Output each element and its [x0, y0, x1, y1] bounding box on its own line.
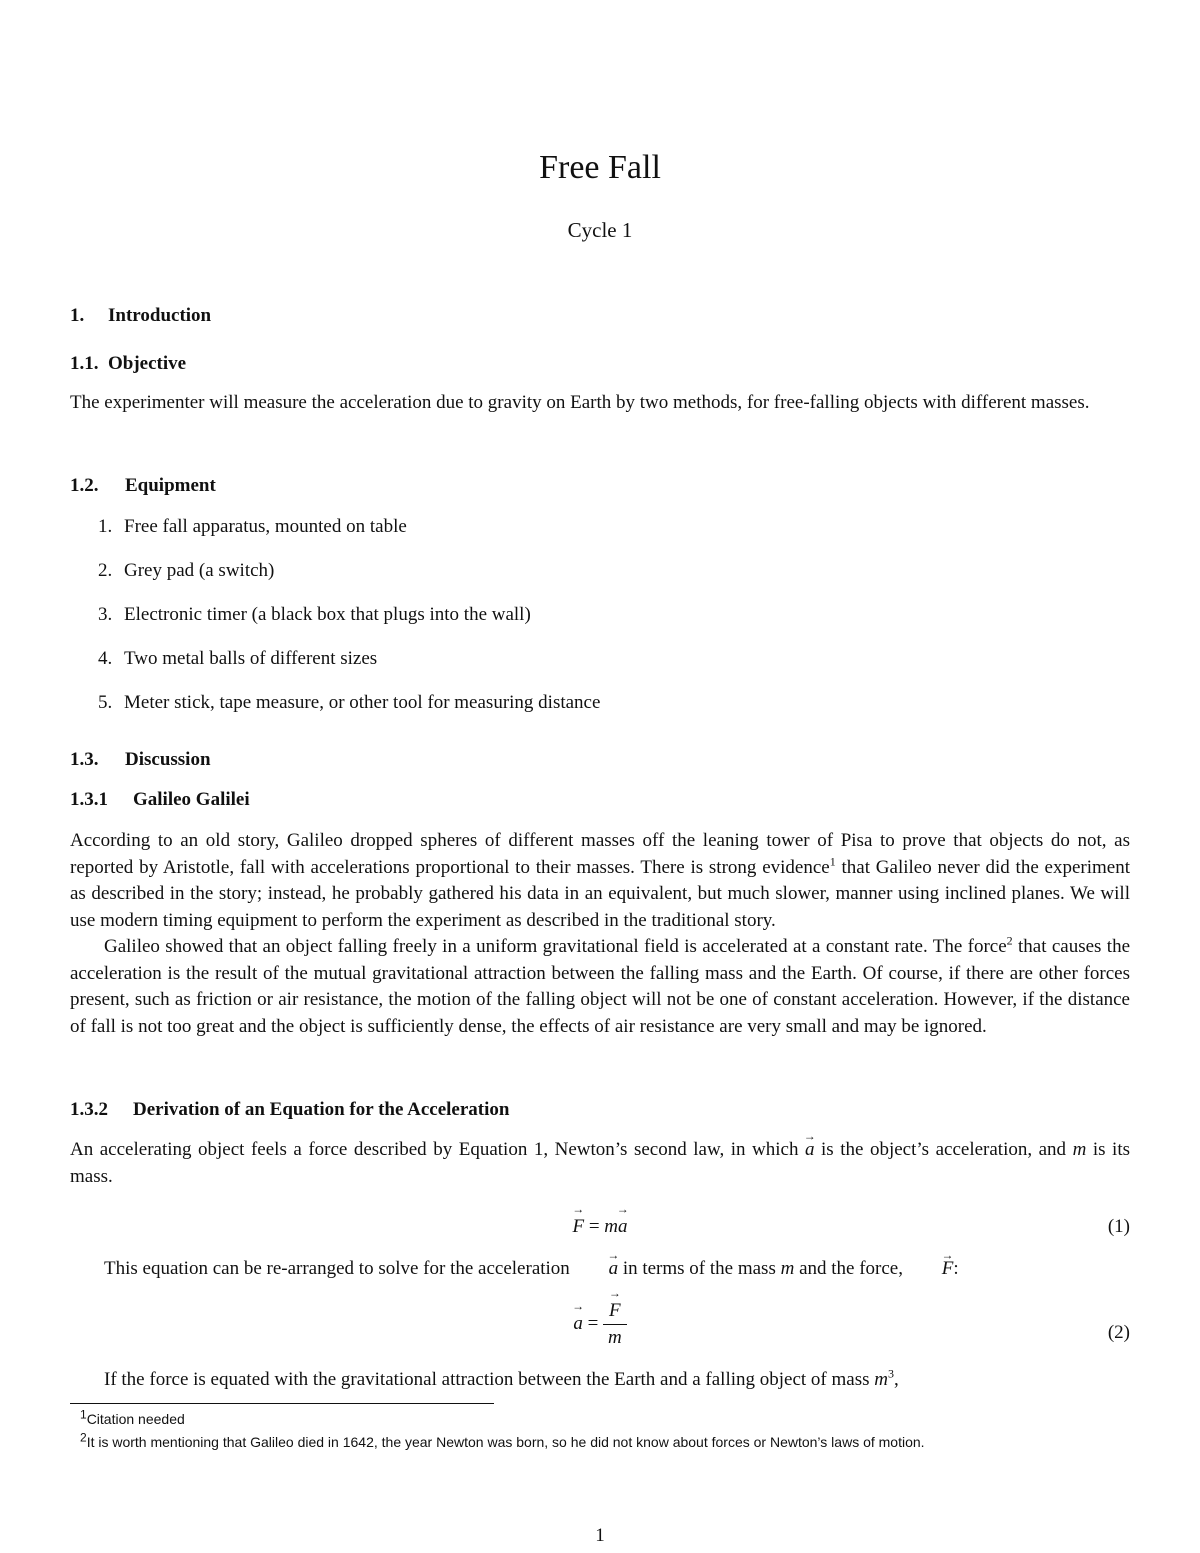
- vector-a: → a: [805, 1137, 815, 1164]
- text-run: :: [953, 1258, 959, 1279]
- footnote-text: It is worth mentioning that Galileo died in 1642, the year Newton was born, so he did not know about forces or Newton’s laws of motion.: [86, 1434, 925, 1450]
- vector-F: → F: [609, 1300, 621, 1322]
- text-run: that Galileo never did the experiment as described in the story; instead, he probably gathered his data in an equivalent, but much slower, manner using inclined planes. We will use modern timing equipment to perform the experiment as described in the traditional story.: [70, 856, 1131, 931]
- heading-introduction: [70, 304, 211, 328]
- item-text: Electronic timer (a black box that plugs into the wall): [124, 604, 531, 625]
- equipment-item: [98, 691, 600, 715]
- heading-number: 1.2.: [70, 475, 99, 496]
- equipment-item: [98, 603, 531, 627]
- text-run: that causes the acceleration is the result of the mutual gravitational attraction between the falling mass and the Earth. Of course, if there are other forces present, such as friction or air resistance, the motion of the falling object will not be one of constant acceleration. However, if the distance of fall is not too great and the object is sufficiently dense, the effects of air resistance are very small and may be ignored.: [70, 936, 1131, 1037]
- heading-galileo: [70, 788, 250, 812]
- vector-F: → F: [908, 1256, 954, 1283]
- fraction: [603, 1300, 627, 1349]
- heading-discussion: [70, 748, 211, 772]
- symbol-m: m: [780, 1258, 795, 1279]
- text-run: ,: [894, 1369, 899, 1390]
- text-run: This equation can be re-arranged to solve for the acceleration: [104, 1258, 575, 1279]
- galileo-paragraph-1: [70, 828, 1130, 934]
- footnote-ref-1[interactable]: 1: [829, 854, 836, 869]
- item-number: 1.: [98, 516, 113, 537]
- equation-2: [70, 1300, 1130, 1360]
- heading-number: 1.3.: [70, 749, 99, 770]
- vector-a: → a: [618, 1216, 628, 1238]
- equation-number: (1): [1107, 1216, 1130, 1237]
- derivation-paragraph-1: [70, 1137, 1130, 1190]
- footnote-mark: 1: [80, 1407, 87, 1422]
- equipment-item: [98, 647, 377, 671]
- text-run: is the object’s acceleration, and: [814, 1139, 1073, 1160]
- objective-paragraph: The experimenter will measure the acceleration due to gravity on Earth by two methods, for free-falling objects with different masses.: [70, 392, 1090, 413]
- footnote-mark: 2: [80, 1430, 87, 1445]
- equals-sign: =: [582, 1312, 604, 1334]
- text-run: According to an old story, Galileo dropped spheres of different masses off the leaning tower of Pisa to prove that objects do not, as reported by Aristotle, fall with accelerations proportional to their masses. There is strong evidence: [70, 830, 1130, 878]
- footnote-ref-3[interactable]: 3: [888, 1366, 894, 1381]
- text-run: in terms of the mass: [618, 1258, 781, 1279]
- heading-text: Objective: [108, 353, 187, 374]
- item-number: 5.: [98, 692, 113, 713]
- item-text: Two metal balls of different sizes: [124, 648, 378, 669]
- document-title: Free Fall: [539, 149, 661, 186]
- vector-F: → F: [572, 1216, 584, 1238]
- heading-derivation: [70, 1098, 509, 1122]
- text-run: is its mass.: [70, 1139, 1130, 1187]
- equipment-item: [98, 559, 274, 583]
- equipment-item: [98, 515, 407, 539]
- heading-text: Galileo Galilei: [133, 789, 250, 810]
- text-run: If the force is equated with the gravitational attraction between the Earth and a falling object of mass: [104, 1369, 875, 1390]
- heading-text: Equipment: [125, 475, 216, 496]
- derivation-paragraph-2: [70, 1256, 1130, 1283]
- text-run: Galileo showed that an object falling freely in a uniform gravitational field is accelerated at a constant rate. The force: [104, 936, 1007, 957]
- footnote-text: Citation needed: [86, 1411, 185, 1427]
- item-text: Meter stick, tape measure, or other tool for measuring distance: [124, 692, 601, 713]
- footnote-2: [80, 1430, 925, 1451]
- heading-equipment: [70, 474, 216, 498]
- heading-number: 1.1.: [70, 353, 99, 374]
- page-number: 1: [595, 1525, 605, 1546]
- item-text: Free fall apparatus, mounted on table: [124, 516, 407, 537]
- vector-a: → a: [573, 1313, 583, 1335]
- equals-sign: =: [584, 1216, 605, 1237]
- symbol-m: m: [874, 1369, 888, 1390]
- symbol-m: m: [604, 1216, 619, 1237]
- vector-a: → a: [575, 1256, 619, 1283]
- heading-number: 1.3.2: [70, 1099, 108, 1120]
- symbol-m: m: [607, 1327, 622, 1348]
- item-number: 3.: [98, 604, 113, 625]
- derivation-paragraph-3: [70, 1367, 1130, 1394]
- footnote-1: [80, 1407, 185, 1428]
- footnote-ref-2[interactable]: 2: [1006, 933, 1013, 948]
- heading-number: 1.: [70, 305, 85, 326]
- symbol-m: m: [1072, 1139, 1087, 1160]
- item-text: Grey pad (a switch): [124, 560, 275, 581]
- heading-number: 1.3.1: [70, 789, 108, 810]
- document-subtitle: Cycle 1: [567, 218, 633, 242]
- heading-objective: [70, 352, 186, 376]
- heading-text: Introduction: [108, 305, 212, 326]
- galileo-paragraph-2: [70, 934, 1130, 1040]
- heading-text: Discussion: [125, 749, 211, 770]
- footnote-divider: [70, 1403, 494, 1404]
- item-number: 2.: [98, 560, 113, 581]
- text-run: An accelerating object feels a force described by Equation 1, Newton’s second law, in which: [70, 1139, 805, 1160]
- item-number: 4.: [98, 648, 113, 669]
- equation-number: (2): [1107, 1322, 1130, 1343]
- text-run: and the force,: [794, 1258, 908, 1279]
- heading-text: Derivation of an Equation for the Acceleration: [133, 1099, 510, 1120]
